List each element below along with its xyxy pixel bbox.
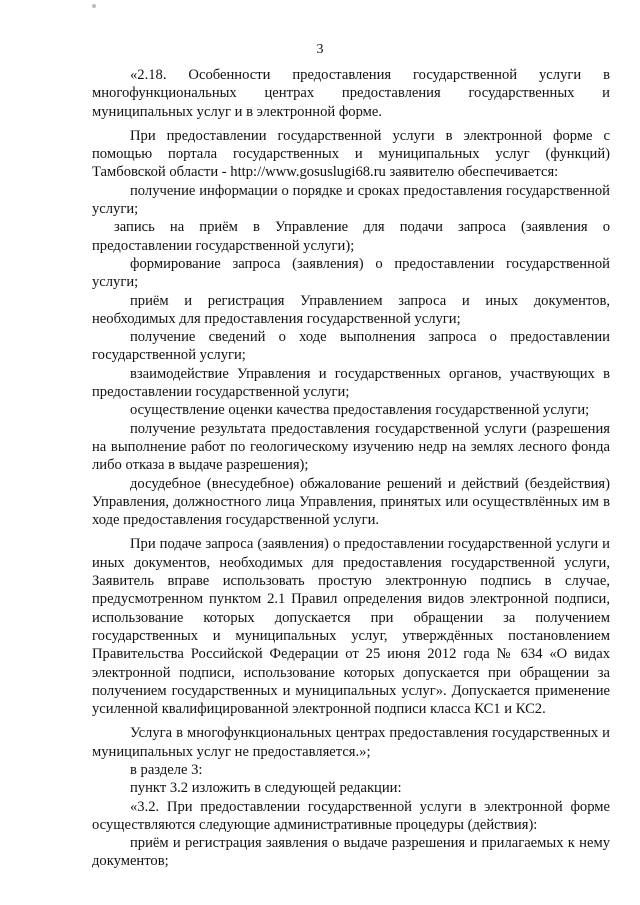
list-item-appointment: запись на приём в Управление для подачи запроса (заявления о предоставлении государственной услуги); xyxy=(92,219,610,254)
list-item-information: получение информации о порядке и сроках предоставления государственной услуги; xyxy=(92,182,610,218)
paragraph-section-2-18-heading: «2.18. Особенности предоставления государственной услуги в многофункциональных центрах предоставления государственных и муниципальных услуг и в электронной форме. xyxy=(92,67,610,120)
paragraph-electronic-form-intro: При предоставлении государственной услуги в электронной форме с помощью портала государственных и муниципальных услуг (функций) Тамбовской области - http://www.gosuslugi68.ru заявителю обеспечивается: xyxy=(92,127,610,181)
list-item-request-forming: формирование запроса (заявления) о предоставлении государственной услуги; xyxy=(92,255,610,291)
document-body xyxy=(92,66,610,871)
page-number: 3 xyxy=(316,42,324,57)
list-item-result: получение результата предоставления государственной услуги (разрешения на выполнение работ по геологическому изучению недр на землях лесного фонда либо отказа в выдаче разрешения); xyxy=(92,420,610,474)
scan-speck xyxy=(92,4,96,8)
list-item-registration: приём и регистрация Управлением запроса и иных документов, необходимых для предоставления государственной услуги; xyxy=(92,292,610,327)
paragraph-item-3-2-instruction: пункт 3.2 изложить в следующей редакции: xyxy=(130,780,402,797)
list-item-interaction: взаимодействие Управления и государственных органов, участвующих в предоставлении государственной услуги; xyxy=(92,365,610,401)
list-item-quality-assessment: осуществление оценки качества предоставления государственной услуги; xyxy=(130,402,590,419)
list-item-application-registration: приём и регистрация заявления о выдаче разрешения и прилагаемых к нему документов; xyxy=(92,835,610,870)
paragraph-mfc-not-provided: Услуга в многофункциональных центрах предоставления государственных и муниципальных услуг не предоставляется.»; xyxy=(92,725,610,760)
paragraph-section-3-2: «3.2. При предоставлении государственной услуги в электронной форме осуществляются следующие административные процедуры (действия): xyxy=(92,798,610,833)
list-item-appeal: досудебное (внесудебное) обжалование решений и действий (бездействия) Управления, должностного лица Управления, принятых или осуществлённых им в ходе предоставления государственной услуги. xyxy=(92,475,610,529)
list-item-progress-info: получение сведений о ходе выполнения запроса о предоставлении государственной услуги; xyxy=(92,329,610,364)
paragraph-section-3: в разделе 3: xyxy=(130,761,203,778)
paragraph-electronic-signature: При подаче запроса (заявления) о предоставлении государственной услуги и иных документов, необходимых для предоставления государственной услуги, Заявитель вправе использовать простую электронную подпись в случае, предусмотренном пунктом 2.1 Правил определения видов электронной подписи, использование которых допускается при обращении за получением государственных и муниципальных услуг, утверждённых постановлением Правительства Российской Федерации от 25 июня 2012 года № 634 «О видах электронной подписи, использование которых допускается при обращении за получением государственных и муниципальных услуг». Допускается применение усиленной квалифицированной электронной подписи класса КС1 и КС2. xyxy=(92,536,610,718)
